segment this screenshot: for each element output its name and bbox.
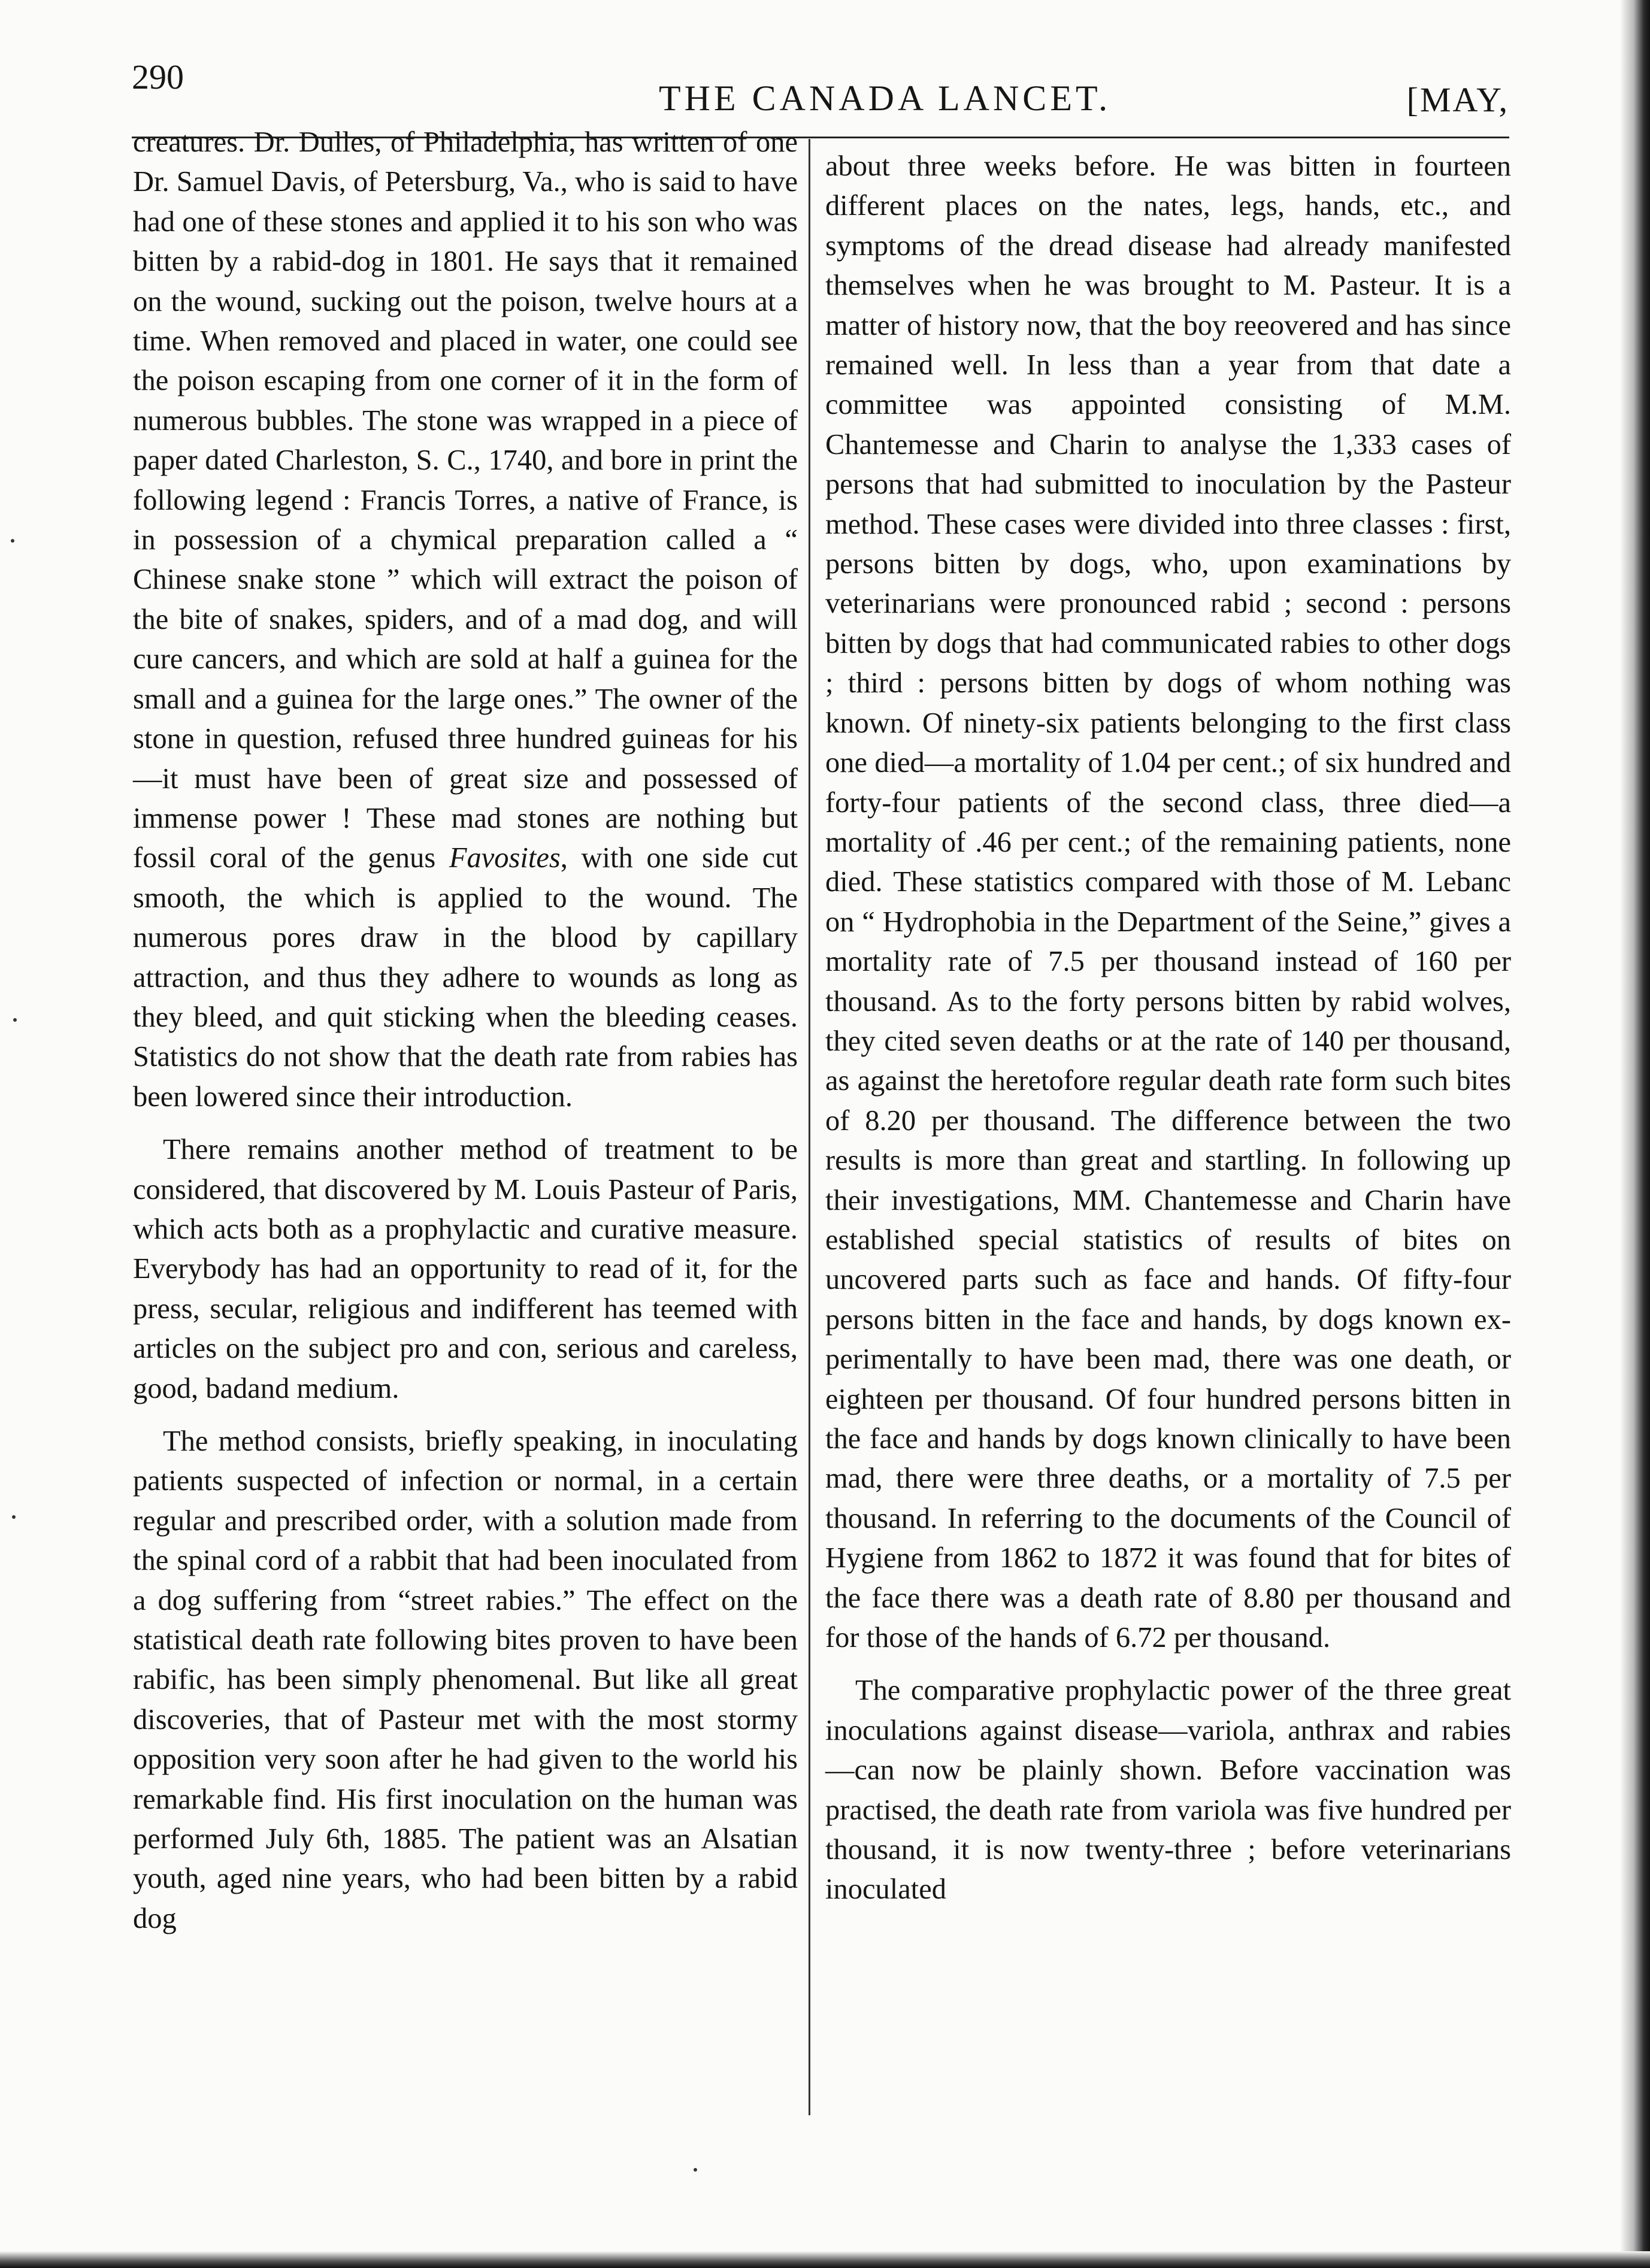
left-column	[133, 123, 798, 1939]
scan-speck	[11, 539, 14, 543]
page-number: 290	[132, 57, 184, 96]
running-header	[132, 51, 1509, 117]
genus-name: Favosites	[449, 842, 561, 874]
paragraph-mad-stones: creatures. Dr. Dulles, of Philadelphia, has written of one Dr. Samuel Davis, of Petersburg, Va., who is said to have had one of these stones and applied it to his son who was bitten by a rabid-dog in 1801. He says that it remained on the wound, sucking out the poison, twelve hours at a time. When removed and placed in water, one could see the poison escaping from one corner of it in the form of numerous bubbles. The stone was wrapped in a piece of paper dated Charleston, S. C., 1740, and bore in print the following legend : Francis Torres, a native of France, is in possession of a chymical preparation called a “ Chinese snake stone ” which will extract the poison of the bite of snakes, spiders, and of a mad dog, and will cure cancers, and which are sold at half a guinea for the small and a guinea for the large ones.” The owner of the stone in question, refused three hundred guineas for his—it must have been of great size and possessed of immense power ! These mad stones are nothing but fossil coral of the genus Favosites, with one side cut smooth, the which is applied to the wound. The numerous pores draw in the blood by capillary attraction, and thus they adhere to wounds as long as they bleed, and quit sticking when the bleeding ceases. Statistics do not show that the death rate from rabies has been lowered since their introduction.	[133, 126, 798, 1113]
page-edge-shadow-right	[1620, 0, 1650, 2268]
journal-title: THE CANADA LANCET.	[659, 78, 1112, 118]
paragraph-pasteur-method: There remains another method of treatment to be considered, that discovered by M. Louis Pasteur of Paris, which acts both as a prophylactic and curative measure. Everybody has had an opportunity to read of it, for the press, secular, religious and indifferent has teemed with articles on the subject pro and con, serious and careless, good, badand medium.	[133, 1134, 798, 1404]
issue-month: [MAY,	[1406, 80, 1509, 119]
paragraph-statistics: about three weeks before. He was bitten in fourteen different places on the nates, legs, hands, etc., and symptoms of the dread disease had already manifested themselves when he was brought to M. Pasteur. It is a matter of history now, that the boy reeovered and has since remained well. In less than a year from that date a committee was appointed consisting of M.M. Chantemesse and Charin to analyse the 1,333 cases of persons that had submitted to inoculation by the Pasteur method. These cases were divided into three classes : first, persons bitten by dogs, who, upon examinations by veterinarians were pronounced rabid ; second : persons bitten by dogs that had communicated rabies to other dogs ; third : persons bitten by dogs of whom nothing was known. Of ninety-six patients belonging to the first class one died—a mortality of 1.04 per cent.; of six hundred and forty-four patients of the second class, three died—a mortality of .46 per cent.; of the remaining patients, none died. These statistics compared with those of M. Lebanc on “ Hydrophobia in the Department of the Seine,” gives a mortality rate of 7.5 per thousand instead of 160 per thousand. As to the forty persons bitten by rabid wolves, they cited seven deaths or at the rate of 140 per thousand, as against the heretofore regular death rate form such bites of 8.20 per thousand. The difference between the two results is more than great and startling. In following up their investigations, MM. Chantemesse and Charin have established special statistics of results of bites on uncovered parts such as face and hands. Of fifty-four persons bitten in the face and hands, by dogs known experimentally to have been mad, there was one death, or eighteen per thousand. Of four hundred persons bitten in the face and hands by dogs known clinically to have been mad, there were three deaths, or a mortality of 7.5 per thousand. In referring to the documents of the Council of Hygiene from 1862 to 1872 it was found that for bites of the face there was a death rate of 8.80 per thousand and for those of the hands of 6.72 per thousand.	[825, 150, 1511, 1654]
right-column	[825, 147, 1511, 1910]
scan-speck	[13, 1018, 17, 1022]
paragraph-prophylactic-power: The comparative prophylactic power of the three great inoculations against disease—variola, anthrax and rabies—can now be plainly shown. Before vaccination was practised, the death rate from variola was five hundred per thousand, it is now twenty-three ; before veterinarians inoculated	[825, 1674, 1511, 1906]
column-divider	[809, 139, 810, 2115]
scan-speck	[12, 1515, 16, 1519]
scan-speck	[694, 2168, 697, 2172]
paragraph-inoculation: The method consists, briefly speaking, in inoculating patients suspected of infection or normal, in a certain regular and prescribed order, with a solution made from the spinal cord of a rabbit that had been inoculated from a dog suffering from “street rabies.” The effect on the statistical death rate following bites proven to have been rabific, has been simply phenomenal. But like all great discoveries, that of Pasteur met with the most stormy opposition very soon after he had given to the world his remarkable find. His first inoculation on the human was performed July 6th, 1885. The patient was an Alsatian youth, aged nine years, who had been bitten by a rabid dog	[133, 1425, 798, 1934]
page-edge-shadow-bottom	[0, 2251, 1650, 2268]
